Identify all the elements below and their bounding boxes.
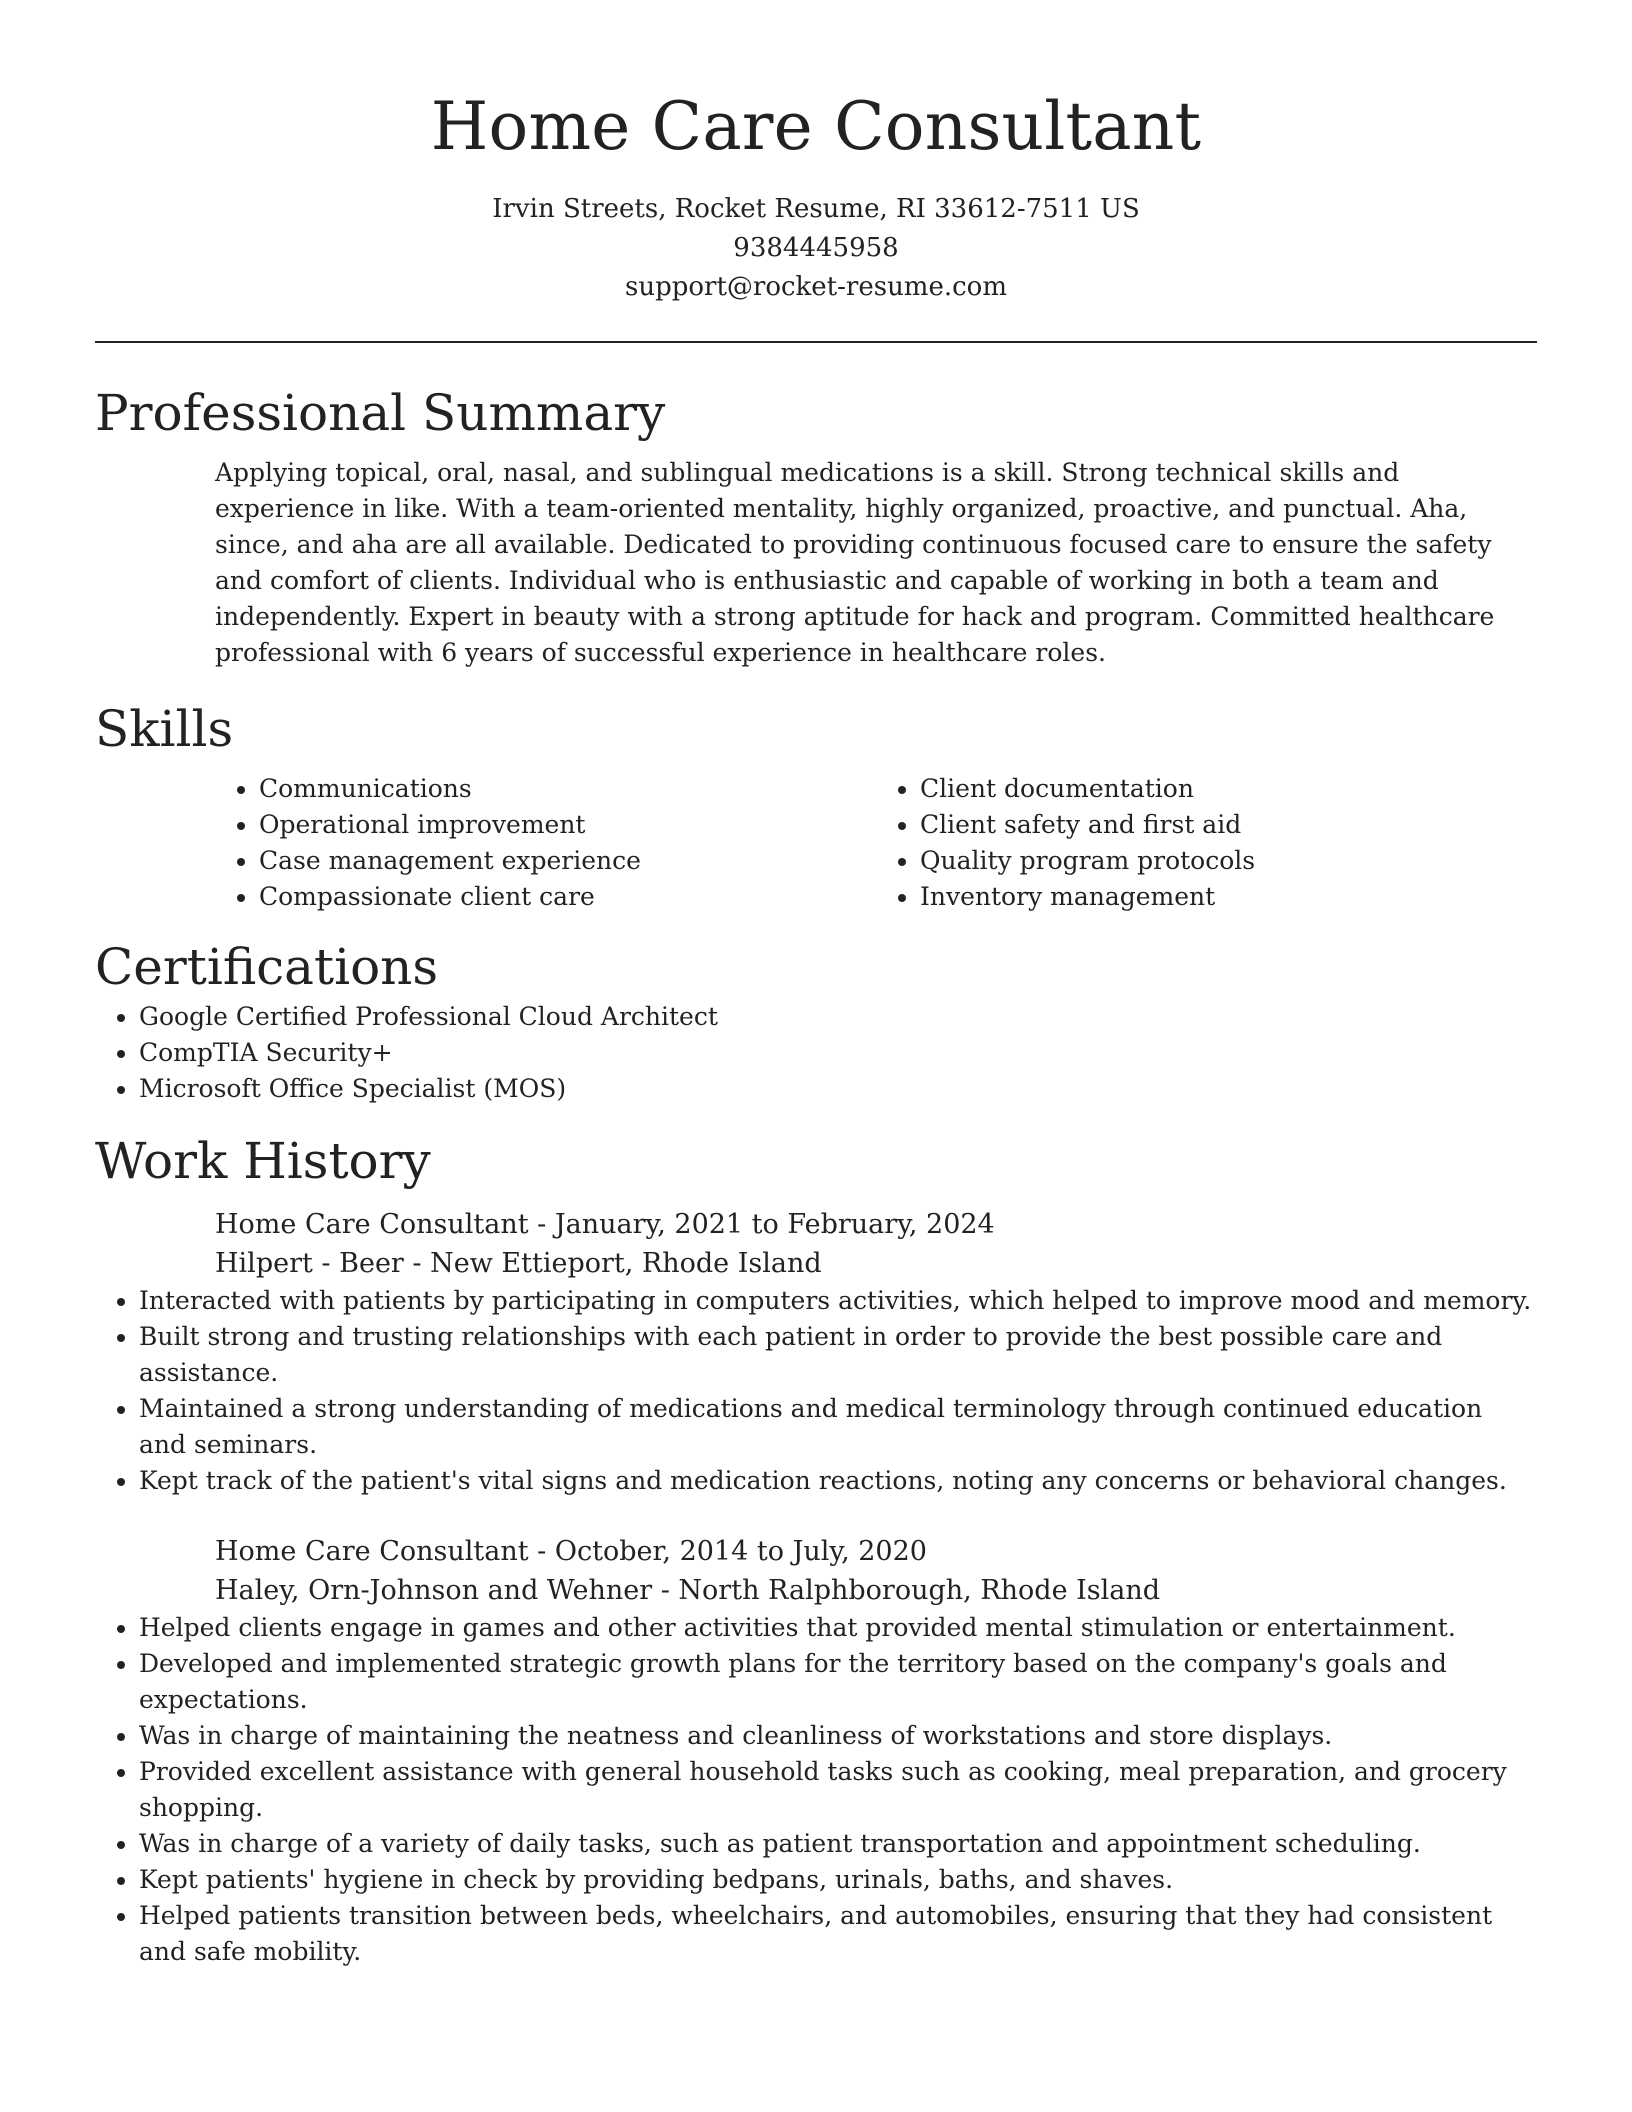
job-bullet: • Interacted with patients by participating in computers activities, which helped to improve mood and memory. bbox=[139, 1283, 1537, 1319]
job-bullet: • Built strong and trusting relationships with each patient in order to provide the best possible care and assistance. bbox=[139, 1319, 1537, 1391]
job-location: - New Ettieport, Rhode Island bbox=[403, 1248, 822, 1279]
job-bullet: • Was in charge of a variety of daily tasks, such as patient transportation and appointment scheduling. bbox=[139, 1826, 1537, 1862]
job-title-line bbox=[215, 1205, 1537, 1244]
contact-email: support@rocket-resume.com bbox=[624, 272, 1007, 302]
skills-heading: Skills bbox=[95, 700, 234, 758]
certifications-list bbox=[95, 999, 1537, 1107]
job-bullet: • Helped clients engage in games and other activities that provided mental stimulation or entertainment. bbox=[139, 1610, 1537, 1646]
job-dates: - January, 2021 to February, 2024 bbox=[528, 1209, 995, 1240]
job-company-line bbox=[215, 1244, 1537, 1283]
summary-heading: Professional Summary bbox=[95, 384, 666, 442]
job-dates: - October, 2014 to July, 2020 bbox=[528, 1536, 927, 1567]
job-company: Hilpert - Beer bbox=[215, 1248, 404, 1279]
skill-item: • Operational improvement bbox=[259, 807, 876, 843]
job-company: Haley, Orn-Johnson and Wehner bbox=[215, 1575, 653, 1606]
job-bullet: • Helped patients transition between beds, wheelchairs, and automobiles, ensuring that they had consistent and safe mobility. bbox=[139, 1898, 1537, 1970]
job-title-line bbox=[215, 1532, 1537, 1571]
skill-item: • Compassionate client care bbox=[259, 879, 876, 915]
resume-header bbox=[95, 0, 1537, 307]
skill-item: • Communications bbox=[259, 771, 876, 807]
header-divider bbox=[95, 341, 1537, 343]
summary-text: Applying topical, oral, nasal, and sublingual medications is a skill. Strong technical skills and experience in like. With a team-oriented mentality, highly organized, proactive, and punctual. Aha, since, and aha are all available. Dedicated to providing continuous focused care to ensure the safety and comfort of clients. Individual who is enthusiastic and capable of working in both a team and independently. Expert in beauty with a strong aptitude for hack and program. Committed healthcare professional with 6 years of successful experience in healthcare roles. bbox=[215, 458, 1495, 667]
job-bullets bbox=[95, 1283, 1537, 1499]
skill-item: • Client documentation bbox=[920, 771, 1537, 807]
certifications-heading: Certifications bbox=[95, 938, 439, 996]
skills-list-right bbox=[876, 771, 1537, 915]
certification-item: • Google Certified Professional Cloud Architect bbox=[139, 999, 1537, 1035]
job-location: - North Ralphborough, Rhode Island bbox=[652, 1575, 1161, 1606]
skills-list-left bbox=[215, 771, 876, 915]
job-company-line bbox=[215, 1571, 1537, 1610]
contact-address: Irvin Streets, Rocket Resume, RI 33612-7511 US bbox=[492, 194, 1140, 224]
skill-item: • Inventory management bbox=[920, 879, 1537, 915]
work-history-heading: Work History bbox=[95, 1132, 431, 1190]
job-bullet: • Kept patients' hygiene in check by providing bedpans, urinals, baths, and shaves. bbox=[139, 1862, 1537, 1898]
skill-item: • Case management experience bbox=[259, 843, 876, 879]
job-title: Home Care Consultant bbox=[215, 1536, 529, 1567]
skills-grid bbox=[215, 771, 1537, 915]
job-bullet: • Was in charge of maintaining the neatness and cleanliness of workstations and store displays. bbox=[139, 1718, 1537, 1754]
job-bullet: • Provided excellent assistance with general household tasks such as cooking, meal preparation, and grocery shopping. bbox=[139, 1754, 1537, 1826]
job-bullets bbox=[95, 1610, 1537, 1970]
job-entry bbox=[215, 1205, 1537, 1283]
contact-phone: 9384445958 bbox=[733, 233, 899, 263]
certification-item: • Microsoft Office Specialist (MOS) bbox=[139, 1071, 1537, 1107]
skill-item: • Quality program protocols bbox=[920, 843, 1537, 879]
job-bullet: • Developed and implemented strategic growth plans for the territory based on the company's goals and expectations. bbox=[139, 1646, 1537, 1718]
certification-item: • CompTIA Security+ bbox=[139, 1035, 1537, 1071]
candidate-name: Home Care Consultant bbox=[430, 88, 1202, 165]
job-bullet: • Kept track of the patient's vital signs and medication reactions, noting any concerns or behavioral changes. bbox=[139, 1463, 1537, 1499]
skill-item: • Client safety and first aid bbox=[920, 807, 1537, 843]
job-entry bbox=[215, 1532, 1537, 1610]
job-bullet: • Maintained a strong understanding of medications and medical terminology through continued education and seminars. bbox=[139, 1391, 1537, 1463]
job-title: Home Care Consultant bbox=[215, 1209, 529, 1240]
